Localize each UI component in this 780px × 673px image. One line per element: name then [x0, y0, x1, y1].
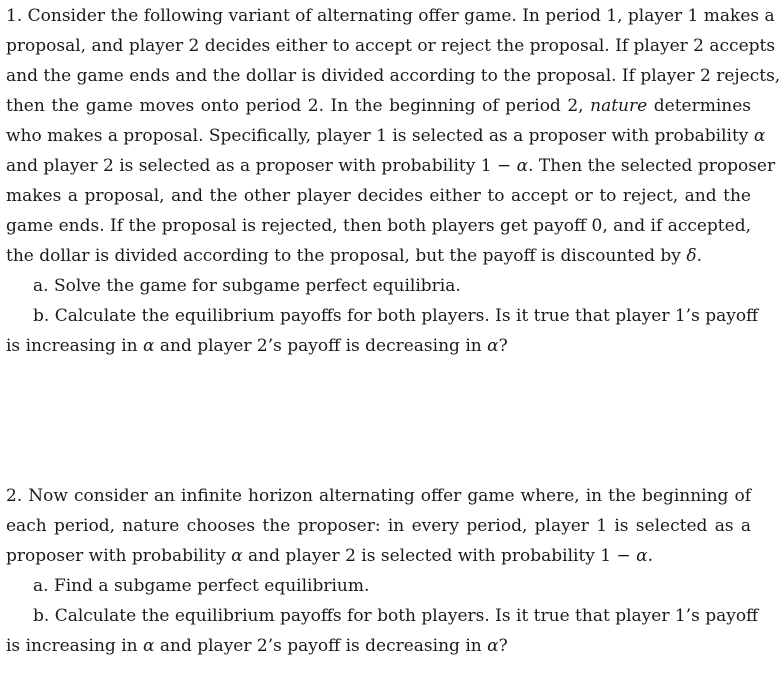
- problem1-line9-text: the dollar is divided according to the proposal, but the payoff is discounted by: [6, 246, 687, 266]
- problem2-line3-text: proposer with probability: [6, 546, 232, 566]
- problem1-line5: [6, 121, 766, 151]
- problem1-part-b-text-mid: and player 2’s payoff is decreasing in: [154, 336, 488, 356]
- problem1-line8: game ends. If the proposal is rejected, then both players get payoff 0, and if accepted,: [6, 216, 751, 236]
- problem1-part-b-line1: b. Calculate the equilibrium payoffs for both players. Is it true that player 1’s payoff: [33, 306, 759, 326]
- problem2-part-a: a. Find a subgame perfect equilibrium.: [33, 576, 370, 596]
- alpha-symbol: α: [142, 636, 155, 656]
- problem1-line6: [6, 151, 776, 181]
- alpha-symbol: α: [636, 546, 648, 566]
- alpha-symbol: α: [487, 336, 499, 356]
- problem2-line2: each period, nature chooses the proposer: in every period, player 1 is selected as a: [6, 516, 751, 536]
- nature-emphasis: nature: [590, 96, 648, 116]
- problem1-line4-text: then the game moves onto period 2. In the beginning of period 2,: [6, 96, 591, 116]
- problem1-line5-text: who makes a proposal. Specifically, player 1 is selected as a proposer with probability: [6, 126, 754, 146]
- problem1-part-a: a. Solve the game for subgame perfect equilibria.: [33, 276, 461, 296]
- problem1-part-b-line2: [6, 331, 751, 361]
- problem1-line9: [6, 241, 751, 271]
- problem2-part-b-line1: b. Calculate the equilibrium payoffs for both players. Is it true that player 1’s payoff: [33, 606, 759, 626]
- alpha-symbol: α: [231, 546, 243, 566]
- problem1-line4-end: determines: [647, 96, 752, 116]
- problem1-line2: proposal, and player 2 decides either to accept or reject the proposal. If player 2 accepts: [6, 36, 776, 56]
- problem2-line3-mid: and player 2 is selected with probability 1 −: [242, 546, 637, 566]
- delta-symbol: δ: [686, 246, 697, 266]
- problem1-part-b-text: is increasing in: [6, 336, 143, 356]
- alpha-symbol: α: [142, 336, 155, 356]
- alpha-symbol: α: [753, 126, 766, 146]
- alpha-symbol: α: [516, 156, 529, 176]
- problem1-line1: 1. Consider the following variant of alternating offer game. In period 1, player 1 makes a: [6, 6, 775, 26]
- problem2-part-b-text: is increasing in: [6, 636, 143, 656]
- problem1-line4: [6, 91, 751, 121]
- problem2-part-b-text-mid: and player 2’s payoff is decreasing in: [154, 636, 488, 656]
- problem1-part-b-end: ?: [498, 336, 508, 356]
- problem1-line9-end: .: [696, 246, 702, 266]
- problem2-line3-end: .: [647, 546, 654, 566]
- problem1-line3: and the game ends and the dollar is divided according to the proposal. If player 2 rejects,: [6, 66, 780, 86]
- problem2-part-b-end: ?: [498, 636, 508, 656]
- problem2-line1: 2. Now consider an infinite horizon alternating offer game where, in the beginning of: [6, 486, 751, 506]
- problem1-line7: makes a proposal, and the other player decides either to accept or to reject, and the: [6, 186, 751, 206]
- alpha-symbol: α: [487, 636, 499, 656]
- problem2-line3: [6, 541, 751, 571]
- problem2-part-b-line2: [6, 631, 751, 661]
- problem1-line6-text: and player 2 is selected as a proposer with probability 1 −: [6, 156, 517, 176]
- problem1-line6-end: . Then the selected proposer: [528, 156, 776, 176]
